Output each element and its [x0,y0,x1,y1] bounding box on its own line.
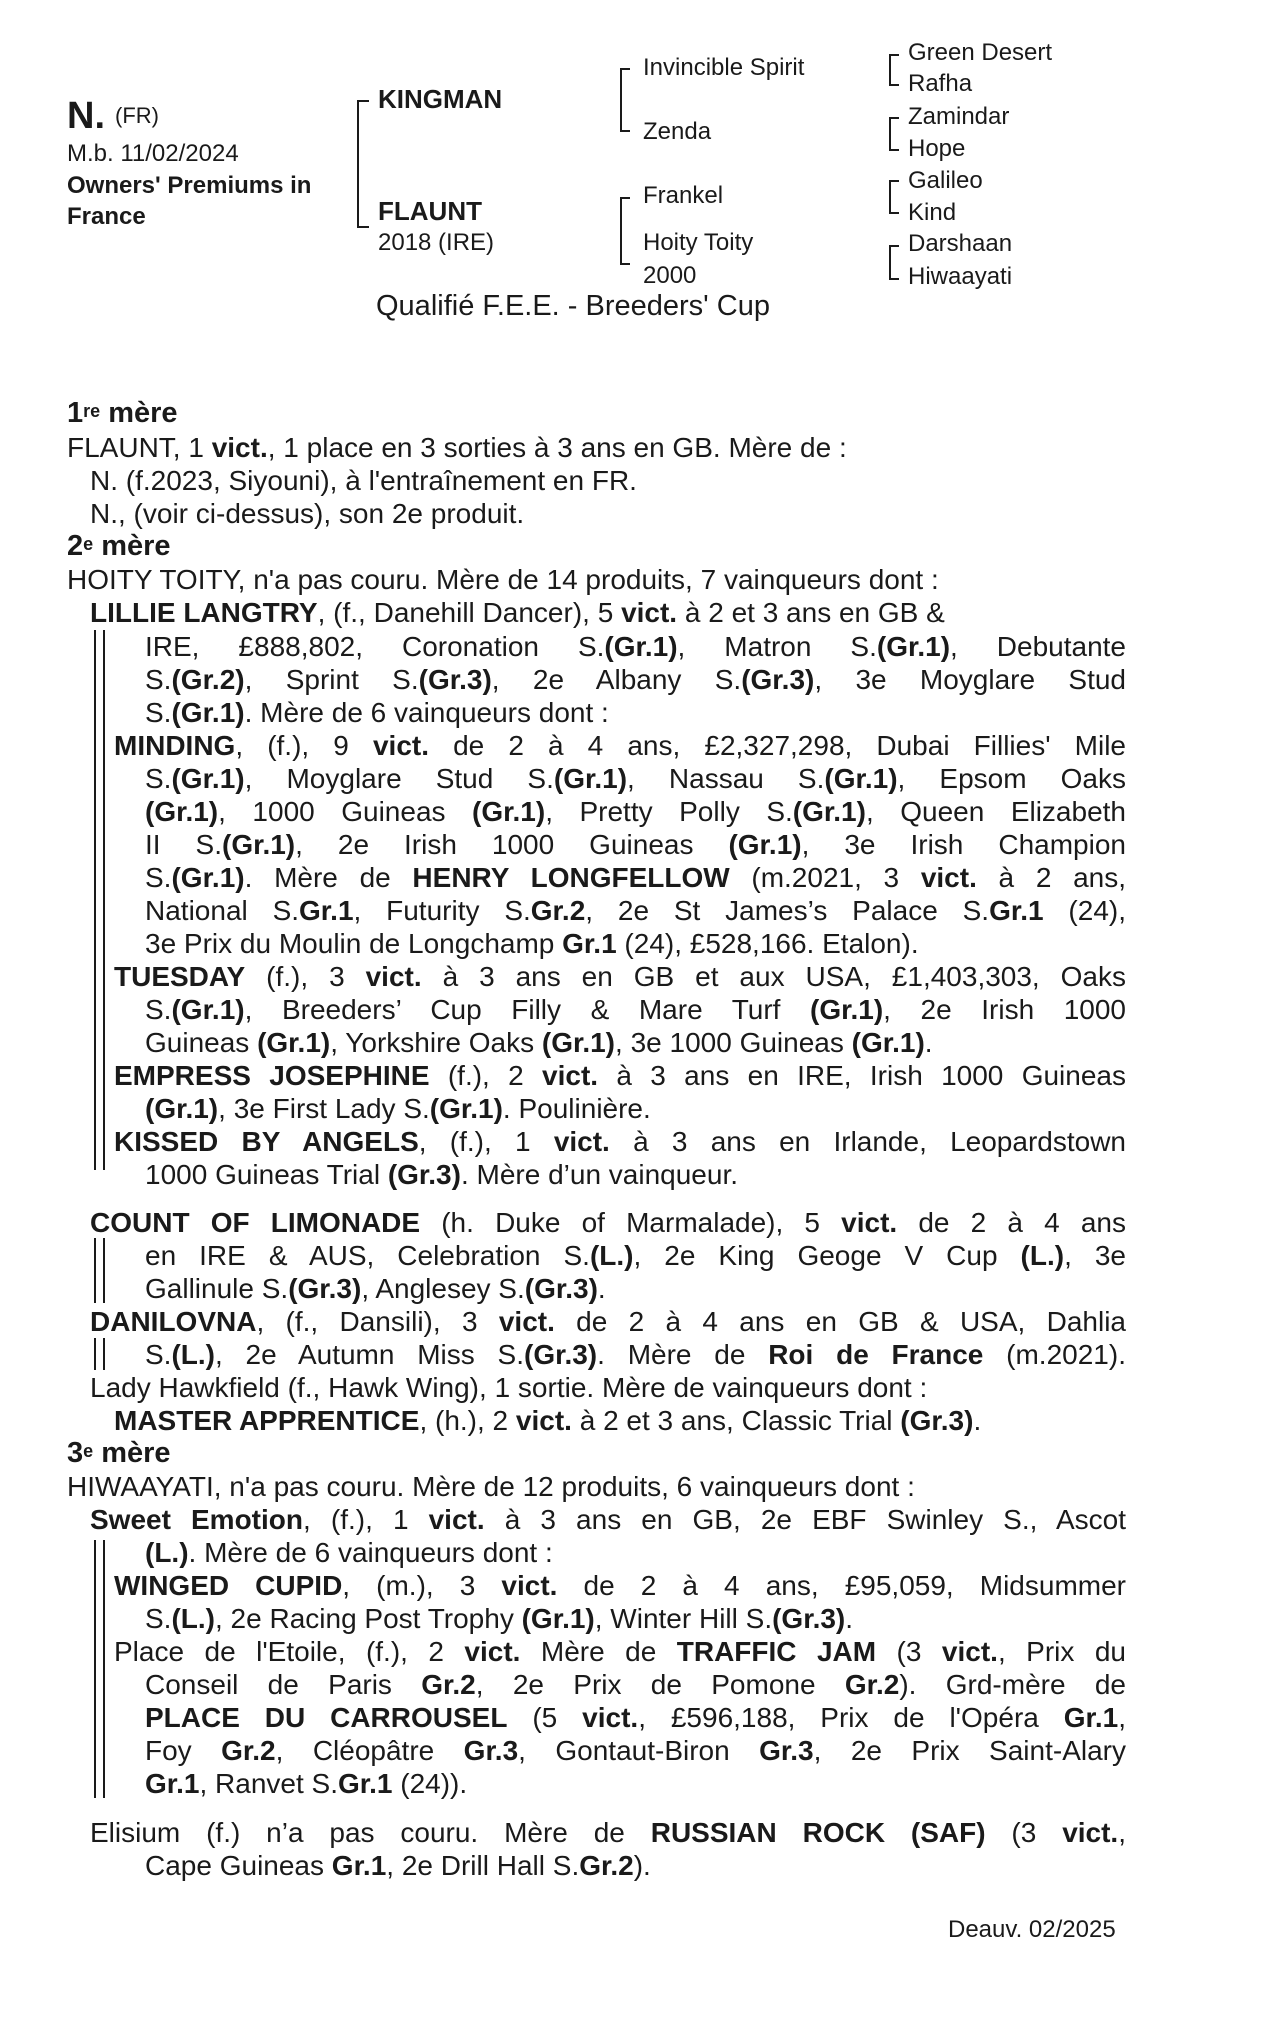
text-line: Gr.1, Ranvet S.Gr.1 (24)). [145,1768,468,1799]
text-line: WINGED CUPID, (m.), 3 vict. de 2 à 4 ans, £95,059, Midsummer [114,1570,1126,1601]
text-line: II S.(Gr.1), 2e Irish 1000 Guineas (Gr.1), 3e Irish Champion [145,829,1126,860]
pedigree-g3-1: Green Desert [908,39,1053,66]
pedigree-sire-dam: Zenda [643,118,712,145]
sidebar-rule [94,1540,105,1798]
pedigree-dam-info: 2018 (IRE) [378,229,495,256]
text-line: FLAUNT, 1 vict., 1 place en 3 sorties à 3 ans en GB. Mère de : [67,432,847,463]
pedigree-bracket-g3-2 [889,117,899,151]
pedigree-dam-sire: Frankel [643,182,724,209]
footer-sale-reference: Deauv. 02/2025 [948,1916,1116,1943]
pedigree-bracket-g3-4 [889,245,899,280]
pedigree-g3-6: Kind [908,199,957,226]
text-line: N. (f.2023, Siyouni), à l'entraînement en FR. [90,465,637,496]
horse-name: N. [67,95,105,137]
text-line: DANILOVNA, (f., Dansili), 3 vict. de 2 à 4 ans en GB & USA, Dahlia [90,1306,1126,1337]
text-line: Place de l'Etoile, (f.), 2 vict. Mère de TRAFFIC JAM (3 vict., Prix du [114,1636,1126,1667]
section-heading-3e-mere: 3e mère [67,1437,171,1469]
pedigree-g3-5: Galileo [908,167,983,194]
text-line: (L.). Mère de 6 vainqueurs dont : [145,1537,553,1568]
pedigree-bracket-g2-sire [620,68,630,132]
sex-birthdate: M.b. 11/02/2024 [67,140,239,167]
text-line: S.(Gr.1), Moyglare Stud S.(Gr.1), Nassau S.(Gr.1), Epsom Oaks [145,763,1126,794]
text-line: S.(Gr.1). Mère de 6 vainqueurs dont : [145,697,609,728]
text-line: S.(Gr.2), Sprint S.(Gr.3), 2e Albany S.(Gr.3), 3e Moyglare Stud [145,664,1126,695]
pedigree-dam-dam-year: 2000 [643,262,697,289]
pedigree-g3-4: Hope [908,135,966,162]
text-line: Guineas (Gr.1), Yorkshire Oaks (Gr.1), 3e 1000 Guineas (Gr.1). [145,1027,933,1058]
sidebar-rule [94,1238,105,1303]
pedigree-sire-sire: Invincible Spirit [643,54,805,81]
sidebar-rule [94,630,105,1170]
pedigree-bracket-g3-1 [889,54,899,86]
text-line: PLACE DU CARROUSEL (5 vict., £596,188, Prix de l'Opéra Gr.1, [145,1702,1126,1733]
pedigree-bracket-g3-3 [889,180,899,214]
text-line: KISSED BY ANGELS, (f.), 1 vict. à 3 ans en Irlande, Leopardstown [114,1126,1126,1157]
text-line: Cape Guineas Gr.1, 2e Drill Hall S.Gr.2). [145,1850,651,1881]
text-line: (Gr.1), 1000 Guineas (Gr.1), Pretty Polly S.(Gr.1), Queen Elizabeth [145,796,1126,827]
pedigree-dam-dam: Hoity Toity [643,229,754,256]
text-line: S.(Gr.1). Mère de HENRY LONGFELLOW (m.2021, 3 vict. à 2 ans, [145,862,1126,893]
text-line: EMPRESS JOSEPHINE (f.), 2 vict. à 3 ans en IRE, Irish 1000 Guineas [114,1060,1126,1091]
owners-premiums: Owners' Premiums in France [67,172,312,230]
sidebar-rule [94,1338,105,1370]
text-line: Lady Hawkfield (f., Hawk Wing), 1 sortie. Mère de vainqueurs dont : [90,1372,928,1403]
horse-country: (FR) [115,103,159,128]
text-line: MASTER APPRENTICE, (h.), 2 vict. à 2 et 3 ans, Classic Trial (Gr.3). [114,1405,982,1436]
text-line: MINDING, (f.), 9 vict. de 2 à 4 ans, £2,327,298, Dubai Fillies' Mile [114,730,1126,761]
text-line: 3e Prix du Moulin de Longchamp Gr.1 (24), £528,166. Etalon). [145,928,919,959]
section-heading-2e-mere: 2e mère [67,530,171,562]
text-line: IRE, £888,802, Coronation S.(Gr.1), Matron S.(Gr.1), Debutante [145,631,1126,662]
text-line: S.(Gr.1), Breeders’ Cup Filly & Mare Turf (Gr.1), 2e Irish 1000 [145,994,1126,1025]
pedigree-bracket-g1 [357,100,369,228]
text-line: LILLIE LANGTRY, (f., Danehill Dancer), 5 vict. à 2 et 3 ans en GB & [90,597,945,628]
text-line: HIWAAYATI, n'a pas couru. Mère de 12 produits, 6 vainqueurs dont : [67,1471,915,1502]
pedigree-g3-3: Zamindar [908,103,1010,130]
text-line: Elisium (f.) n’a pas couru. Mère de RUSSIAN ROCK (SAF) (3 vict., [90,1817,1126,1848]
text-line: en IRE & AUS, Celebration S.(L.), 2e King Geoge V Cup (L.), 3e [145,1240,1126,1271]
text-line: N., (voir ci-dessus), son 2e produit. [90,498,525,529]
text-line: S.(L.), 2e Racing Post Trophy (Gr.1), Winter Hill S.(Gr.3). [145,1603,854,1634]
pedigree-sire: KINGMAN [378,84,503,114]
pedigree-bracket-g2-dam [620,197,630,265]
section-heading-1re-mere: 1re mère [67,397,178,429]
text-line: S.(L.), 2e Autumn Miss S.(Gr.3). Mère de Roi de France (m.2021). [145,1339,1126,1370]
text-line: (Gr.1), 3e First Lady S.(Gr.1). Poulinière. [145,1093,651,1124]
pedigree-g3-8: Hiwaayati [908,263,1013,290]
text-line: Gallinule S.(Gr.3), Anglesey S.(Gr.3). [145,1273,606,1304]
text-line: Foy Gr.2, Cléopâtre Gr.3, Gontaut-Biron Gr.3, 2e Prix Saint-Alary [145,1735,1126,1766]
pedigree-g3-2: Rafha [908,70,973,97]
text-line: National S.Gr.1, Futurity S.Gr.2, 2e St James’s Palace S.Gr.1 (24), [145,895,1126,926]
qualification-note: Qualifié F.E.E. - Breeders' Cup [376,290,770,322]
text-line: Sweet Emotion, (f.), 1 vict. à 3 ans en GB, 2e EBF Swinley S., Ascot [90,1504,1126,1535]
text-line: COUNT OF LIMONADE (h. Duke of Marmalade), 5 vict. de 2 à 4 ans [90,1207,1126,1238]
pedigree-g3-7: Darshaan [908,230,1013,257]
pedigree-dam: FLAUNT [378,196,482,226]
text-line: HOITY TOITY, n'a pas couru. Mère de 14 produits, 7 vainqueurs dont : [67,564,939,595]
text-line: TUESDAY (f.), 3 vict. à 3 ans en GB et aux USA, £1,403,303, Oaks [114,961,1126,992]
text-line: 1000 Guineas Trial (Gr.3). Mère d’un vainqueur. [145,1159,739,1190]
text-line: Conseil de Paris Gr.2, 2e Prix de Pomone Gr.2). Grd-mère de [145,1669,1126,1700]
